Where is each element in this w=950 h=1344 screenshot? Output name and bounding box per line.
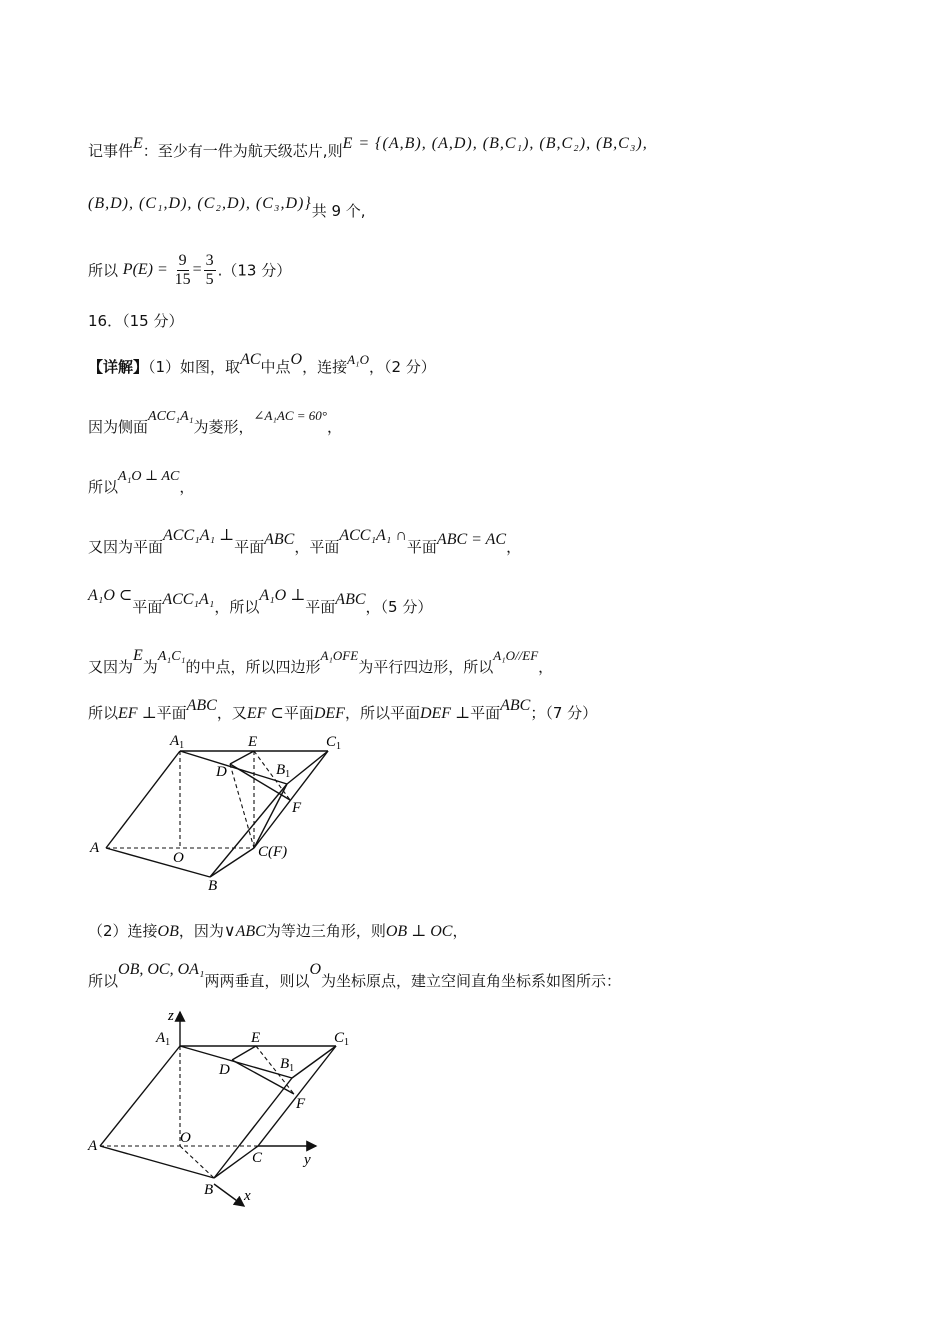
label-C: C: [252, 1150, 263, 1166]
math: ∠A₁AC = 60°: [253, 408, 327, 423]
text-line-13: [88, 961, 622, 991]
math: A₁O: [347, 352, 369, 367]
text: 所以: [88, 261, 119, 280]
text: 共 9 个,: [311, 202, 366, 220]
text: 因为侧面: [88, 418, 149, 436]
text-line-6: [88, 408, 342, 437]
math: ABC: [186, 697, 217, 714]
math: ABC = AC: [436, 531, 507, 548]
text: ，: [538, 658, 554, 676]
math: ACC₁A₁: [162, 591, 215, 608]
text: 平面: [406, 538, 437, 556]
label-F: F: [292, 800, 302, 816]
fraction-9-15: $\frac{9}{15}$: [174, 252, 191, 288]
edge-A1B1: [180, 751, 287, 784]
label-B: B: [204, 1182, 214, 1198]
label-B1: $B_1$: [276, 762, 291, 780]
math: O: [309, 961, 322, 978]
math: ACC₁A₁: [148, 409, 194, 424]
math: OB, OC, OA₁: [118, 961, 205, 978]
text: ，（5 分）: [365, 598, 433, 616]
math: EF ⊥: [118, 705, 157, 722]
text: ，又: [216, 704, 247, 722]
math: A₁O ⊂: [88, 587, 133, 604]
label-B1: $B_1$: [280, 1056, 295, 1074]
label-z: z: [168, 1008, 174, 1024]
text: 平面: [283, 704, 314, 722]
coordinate-figure-2: [80, 1000, 360, 1215]
math: ∨ABC: [223, 923, 266, 940]
text: 所以: [88, 478, 119, 496]
label-E: E: [251, 1030, 261, 1046]
math: P(E) =: [122, 261, 168, 279]
text: ，平面: [294, 538, 340, 556]
text: 为菱形，: [193, 418, 254, 436]
edge-B1F: [254, 784, 287, 848]
label-B: B: [208, 878, 218, 894]
math: A₁C₁: [157, 649, 186, 664]
label-E: E: [248, 734, 258, 750]
math: A₁O ⊥ AC: [118, 469, 180, 484]
text: ，: [326, 418, 342, 436]
text-line-1: [88, 135, 648, 161]
text: 平面: [132, 598, 163, 616]
prism-figure-1: [80, 728, 340, 898]
edge-BB1: [210, 784, 287, 877]
label-A1: $A_1$: [170, 733, 185, 751]
text: 平面: [234, 538, 265, 556]
math-set: (B,D), (C₁,D), (C₂,D), (C₃,D)}: [88, 195, 312, 212]
text: 中点: [260, 358, 291, 376]
equals: =: [192, 261, 202, 279]
math: ABC: [264, 531, 295, 548]
text: 平面: [156, 704, 187, 722]
edge-AA1: [100, 1046, 180, 1146]
text: 两两垂直，则以: [204, 972, 310, 990]
text: ，所以平面: [344, 704, 420, 722]
text: ；（7 分）: [530, 704, 598, 722]
text: 所以: [88, 704, 119, 722]
edge-AA1: [106, 751, 180, 848]
text: 平面: [470, 704, 501, 722]
label-O: O: [173, 850, 184, 866]
text: 为等边三角形，则: [265, 922, 386, 940]
text: ，: [506, 538, 522, 556]
label-A: A: [90, 840, 100, 856]
text: 的中点，所以四边形: [185, 658, 321, 676]
label-A1: $A_1$: [156, 1030, 171, 1048]
label-O: O: [180, 1130, 191, 1146]
text-line-12: [88, 920, 467, 941]
label-D: D: [219, 1062, 230, 1078]
text: .（13 分）: [217, 261, 292, 280]
math: DEF ⊥: [419, 705, 471, 722]
edge-DE: [232, 1046, 256, 1060]
math: A₁OFE: [320, 648, 359, 663]
text-line-10: [88, 647, 554, 677]
text: 平面: [305, 598, 336, 616]
text-line-3: [88, 252, 291, 288]
math: AC: [240, 351, 261, 368]
label-C1: $C_1$: [326, 734, 342, 752]
text-line-7: [88, 469, 195, 497]
math: E: [133, 135, 143, 152]
math: EF ⊂: [246, 705, 284, 722]
text: ，: [452, 922, 468, 940]
text: 为坐标原点，建立空间直角坐标系如图所示：: [321, 972, 622, 990]
text: ：至少有一件为航天级芯片,则: [142, 142, 343, 160]
label-D: D: [216, 764, 227, 780]
text-line-9: [88, 587, 433, 617]
label-y: y: [304, 1152, 311, 1168]
text: 为平行四边形，所以: [358, 658, 494, 676]
text: （2）连接: [88, 922, 158, 940]
text: 16．（15 分）: [88, 312, 184, 330]
math: ABC: [335, 591, 366, 608]
edge-C1C: [254, 751, 328, 848]
text: ，连接: [302, 358, 348, 376]
text: 记事件: [88, 142, 134, 160]
text: 为: [142, 658, 158, 676]
label-A: A: [88, 1138, 98, 1154]
label-x: x: [244, 1188, 251, 1204]
edge-DE: [230, 751, 254, 764]
label-F: F: [296, 1096, 306, 1112]
text-line-8: [88, 527, 522, 557]
text: ，因为: [178, 922, 224, 940]
text: （1）如图，取: [148, 358, 241, 376]
label-CF: C(F): [258, 844, 288, 860]
detail-tag: 【详解】: [88, 358, 149, 376]
axis-x: [214, 1184, 244, 1206]
math: A₁O ⊥: [259, 587, 306, 604]
math: ACC₁A₁ ∩: [339, 527, 407, 544]
math: A₁O//EF: [493, 648, 539, 663]
text-line-2: [88, 195, 366, 221]
math: ACC₁A₁ ⊥: [163, 527, 235, 544]
text: 又因为平面: [88, 538, 164, 556]
math: ABC: [500, 697, 531, 714]
math-set: E = {(A,B), (A,D), (B,C₁), (B,C₂), (B,C₃),: [342, 135, 648, 152]
edge-AB: [106, 848, 210, 877]
text: ，（2 分）: [368, 358, 436, 376]
edge-B1C1: [287, 751, 328, 784]
edge-BC: [210, 848, 254, 877]
question-number: [88, 310, 183, 331]
label-C1: $C_1$: [334, 1030, 350, 1048]
math: O: [290, 351, 303, 368]
text-line-5: [88, 351, 436, 377]
math: E: [133, 647, 143, 664]
text: ，所以: [214, 598, 260, 616]
fraction-3-5: $\frac{3}{5}$: [205, 252, 214, 288]
math: OB ⊥ OC: [385, 923, 453, 940]
text: 又因为: [88, 658, 134, 676]
text-line-11: [88, 697, 598, 723]
text: ，: [179, 478, 195, 496]
text: 所以: [88, 972, 119, 990]
math: DEF: [313, 705, 345, 722]
math: OB: [157, 923, 179, 940]
